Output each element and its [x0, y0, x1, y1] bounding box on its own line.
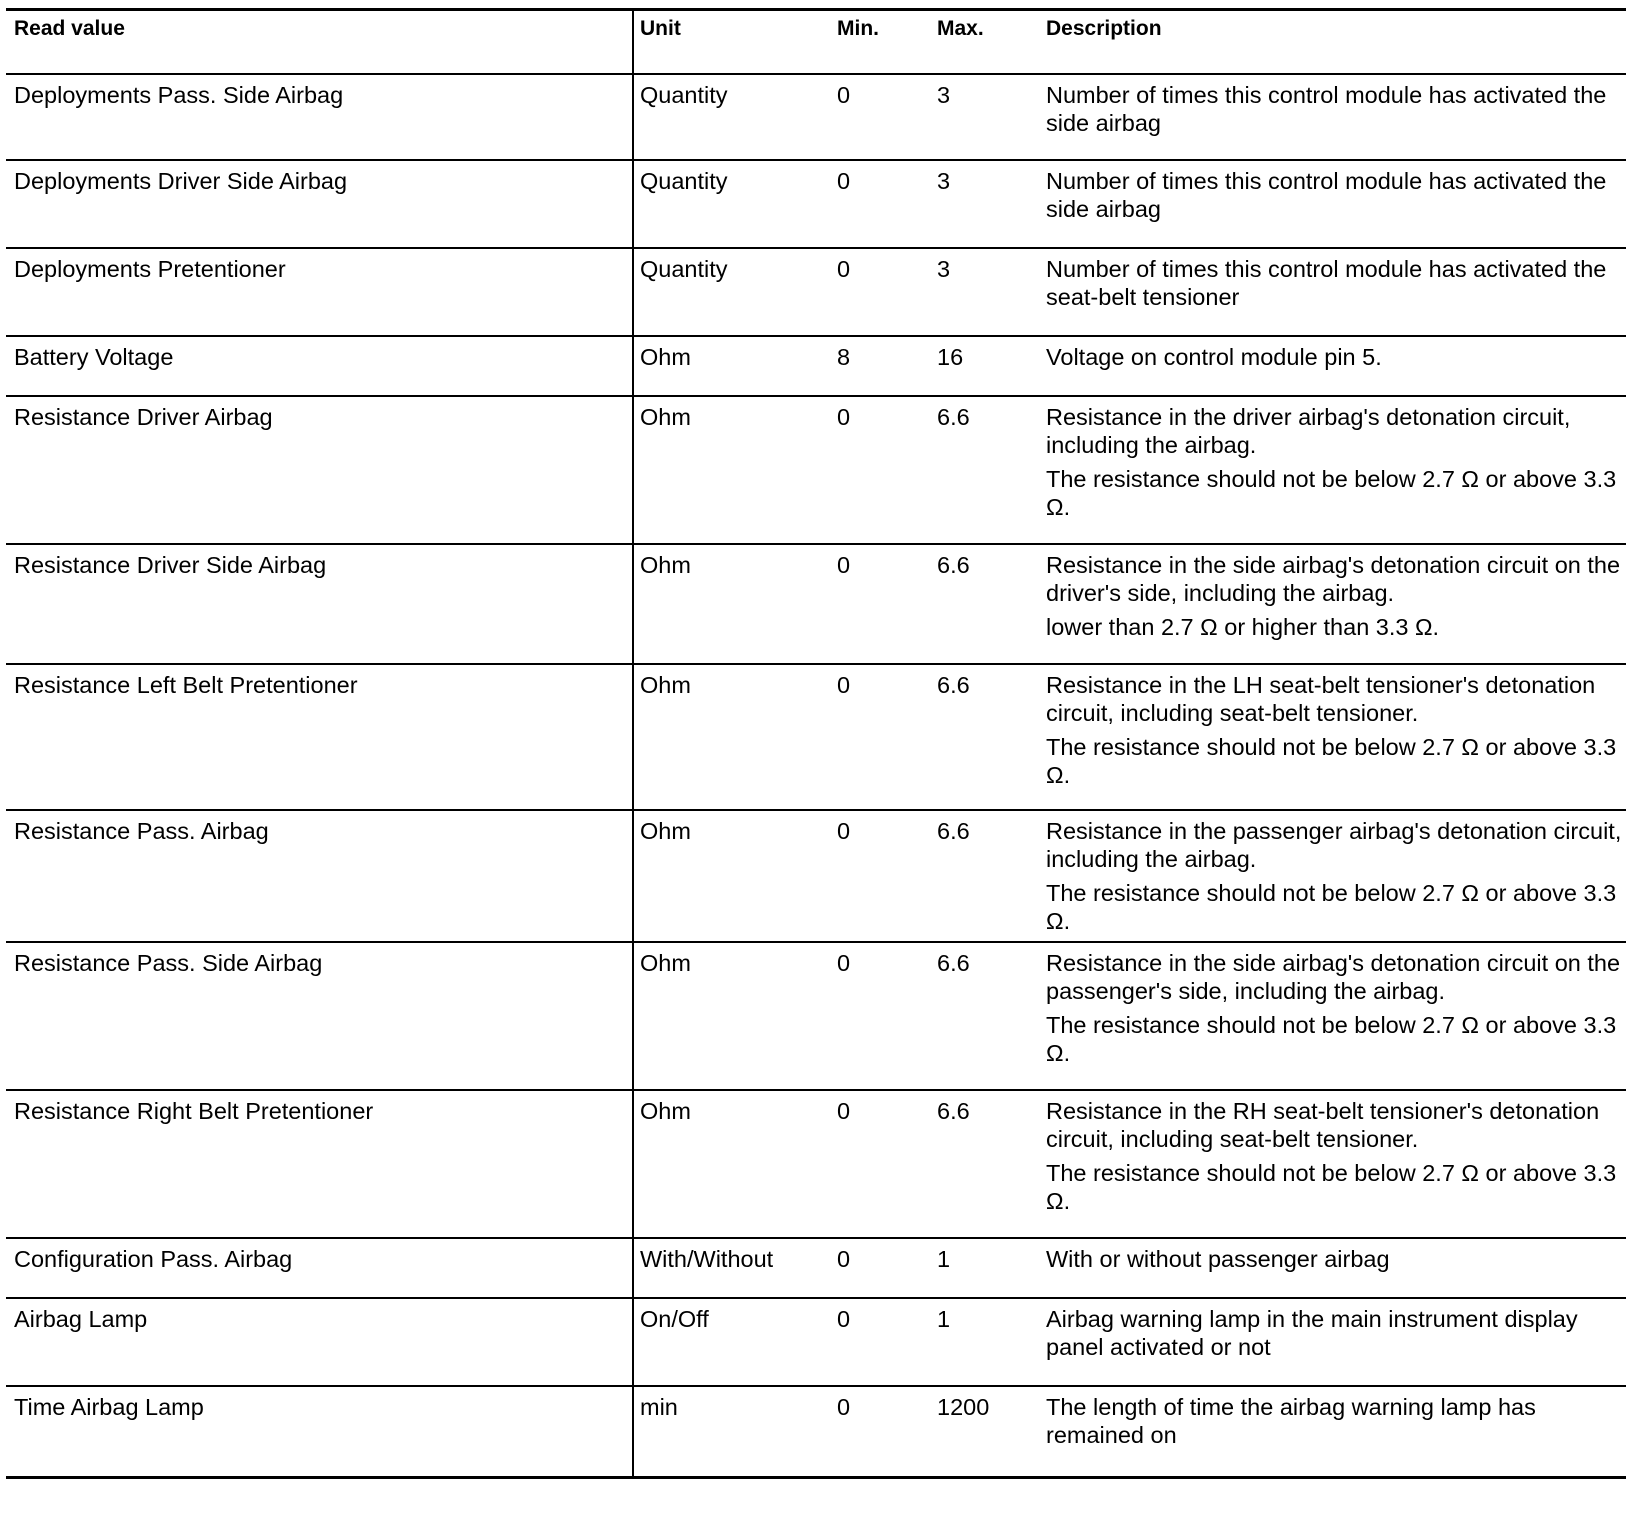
cell-unit-text: Ohm [640, 1097, 691, 1124]
cell-max [933, 942, 1046, 1090]
cell-min-text: 0 [837, 81, 851, 108]
description-text: Resistance in the side airbag's detonation circuit on the driver's side, including the airbag. [1046, 551, 1621, 606]
cell-read-value [6, 1298, 633, 1386]
description-text: Resistance in the RH seat-belt tensioner's detonation circuit, including seat-belt tensioner. [1046, 1097, 1600, 1152]
cell-max [933, 1090, 1046, 1238]
header-row [6, 10, 1626, 74]
cell-min [821, 74, 933, 160]
cell-unit [633, 1090, 821, 1238]
cell-description [1046, 544, 1626, 664]
table-row [6, 1238, 1626, 1298]
description-text: Number of times this control module has activated the side airbag [1046, 81, 1607, 136]
cell-min [821, 160, 933, 248]
cell-min-text: 0 [837, 1393, 851, 1420]
cell-description [1046, 664, 1626, 810]
description-content [1046, 665, 1622, 795]
description-content [1046, 1091, 1622, 1221]
cell-max [933, 396, 1046, 544]
description-content [1046, 75, 1622, 143]
cell-unit-text: Ohm [640, 949, 691, 976]
cell-read-value [6, 1386, 633, 1478]
cell-read-value [6, 942, 633, 1090]
description-note: The resistance should not be below 2.7 Ω or above 3.3 Ω. [1046, 733, 1617, 788]
cell-unit [633, 160, 821, 248]
cell-max [933, 810, 1046, 942]
cell-min-text: 0 [837, 671, 851, 698]
cell-max-text: 1 [937, 1305, 951, 1332]
cell-unit-text: Quantity [640, 81, 728, 108]
cell-max [933, 74, 1046, 160]
cell-max [933, 160, 1046, 248]
description-content [1046, 1299, 1622, 1367]
cell-max-text: 3 [937, 81, 951, 108]
cell-min-text: 0 [837, 255, 851, 282]
header-description: Description [1046, 10, 1626, 74]
description-content [1046, 397, 1622, 527]
cell-description [1046, 810, 1626, 942]
description-note: The resistance should not be below 2.7 Ω or above 3.3 Ω. [1046, 465, 1617, 520]
cell-read-value-text: Deployments Driver Side Airbag [14, 167, 348, 194]
description-text: Number of times this control module has activated the side airbag [1046, 167, 1607, 222]
cell-unit [633, 74, 821, 160]
cell-max-text: 6.6 [937, 551, 970, 578]
cell-max [933, 1238, 1046, 1298]
cell-min [821, 942, 933, 1090]
description-content [1046, 1387, 1622, 1455]
cell-min [821, 396, 933, 544]
cell-max [933, 544, 1046, 664]
cell-read-value [6, 336, 633, 396]
cell-min [821, 664, 933, 810]
cell-min-text: 0 [837, 167, 851, 194]
description-content [1046, 161, 1622, 229]
cell-max [933, 248, 1046, 336]
description-text: Resistance in the LH seat-belt tensioner's detonation circuit, including seat-belt tensioner. [1046, 671, 1596, 726]
cell-read-value [6, 396, 633, 544]
cell-read-value-text: Deployments Pass. Side Airbag [14, 81, 344, 108]
cell-read-value-text: Resistance Pass. Side Airbag [14, 949, 323, 976]
cell-max-text: 6.6 [937, 949, 970, 976]
cell-unit-text: On/Off [640, 1305, 709, 1332]
cell-min [821, 544, 933, 664]
table-row [6, 810, 1626, 942]
cell-read-value [6, 1090, 633, 1238]
description-text: Voltage on control module pin 5. [1046, 343, 1382, 370]
cell-min-text: 0 [837, 1305, 851, 1332]
description-text: The length of time the airbag warning lamp has remained on [1046, 1393, 1536, 1448]
table-row [6, 664, 1626, 810]
cell-read-value-text: Deployments Pretentioner [14, 255, 286, 282]
table-row [6, 1090, 1626, 1238]
table-row [6, 248, 1626, 336]
description-content [1046, 1239, 1622, 1279]
cell-min [821, 1386, 933, 1478]
cell-unit [633, 1238, 821, 1298]
cell-min-text: 0 [837, 403, 851, 430]
header-unit: Unit [633, 10, 821, 74]
cell-read-value [6, 544, 633, 664]
cell-max-text: 6.6 [937, 671, 970, 698]
cell-read-value-text: Time Airbag Lamp [14, 1393, 204, 1420]
description-note: The resistance should not be below 2.7 Ω or above 3.3 Ω. [1046, 1011, 1617, 1066]
cell-read-value-text: Resistance Left Belt Pretentioner [14, 671, 358, 698]
description-text: Airbag warning lamp in the main instrument display panel activated or not [1046, 1305, 1578, 1360]
cell-unit-text: Ohm [640, 403, 691, 430]
cell-read-value-text: Battery Voltage [14, 343, 174, 370]
cell-description [1046, 942, 1626, 1090]
cell-read-value [6, 810, 633, 942]
read-values-table [6, 8, 1626, 1479]
header-max: Max. [933, 10, 1046, 74]
cell-max [933, 336, 1046, 396]
cell-min [821, 810, 933, 942]
description-text: Resistance in the driver airbag's detonation circuit, including the airbag. [1046, 403, 1571, 458]
cell-unit [633, 942, 821, 1090]
cell-description [1046, 248, 1626, 336]
description-content [1046, 249, 1622, 317]
description-text: Resistance in the passenger airbag's detonation circuit, including the airbag. [1046, 817, 1622, 872]
cell-unit [633, 810, 821, 942]
description-content [1046, 545, 1622, 647]
cell-max-text: 16 [937, 343, 964, 370]
cell-description [1046, 1298, 1626, 1386]
cell-unit [633, 1386, 821, 1478]
cell-read-value [6, 160, 633, 248]
cell-max-text: 1200 [937, 1393, 990, 1420]
table-body [6, 74, 1626, 1478]
cell-description [1046, 1238, 1626, 1298]
cell-unit-text: With/Without [640, 1245, 774, 1272]
cell-unit-text: Ohm [640, 343, 691, 370]
cell-min-text: 8 [837, 343, 851, 370]
cell-unit-text: Quantity [640, 167, 728, 194]
cell-description [1046, 1386, 1626, 1478]
table-row [6, 396, 1626, 544]
description-text: Number of times this control module has activated the seat-belt tensioner [1046, 255, 1607, 310]
cell-read-value-text: Resistance Driver Airbag [14, 403, 273, 430]
table-row [6, 544, 1626, 664]
cell-read-value-text: Resistance Pass. Airbag [14, 817, 269, 844]
cell-read-value [6, 248, 633, 336]
cell-unit [633, 544, 821, 664]
cell-max-text: 3 [937, 255, 951, 282]
cell-read-value [6, 664, 633, 810]
cell-max-text: 1 [937, 1245, 951, 1272]
cell-min-text: 0 [837, 817, 851, 844]
table-row [6, 1298, 1626, 1386]
cell-read-value-text: Configuration Pass. Airbag [14, 1245, 293, 1272]
cell-min-text: 0 [837, 551, 851, 578]
cell-min-text: 0 [837, 949, 851, 976]
description-content [1046, 337, 1622, 377]
cell-max [933, 1298, 1046, 1386]
cell-unit-text: Ohm [640, 671, 691, 698]
cell-unit-text: Ohm [640, 551, 691, 578]
cell-unit [633, 1298, 821, 1386]
header-read-value: Read value [6, 10, 633, 74]
header-min: Min. [821, 10, 933, 74]
cell-read-value [6, 74, 633, 160]
table-row [6, 336, 1626, 396]
cell-max-text: 6.6 [937, 1097, 970, 1124]
cell-description [1046, 74, 1626, 160]
cell-max [933, 1386, 1046, 1478]
cell-max [933, 664, 1046, 810]
cell-min [821, 1090, 933, 1238]
cell-description [1046, 336, 1626, 396]
cell-read-value-text: Resistance Driver Side Airbag [14, 551, 327, 578]
table-row [6, 74, 1626, 160]
cell-unit-text: Ohm [640, 817, 691, 844]
cell-read-value-text: Airbag Lamp [14, 1305, 148, 1332]
table-row [6, 942, 1626, 1090]
description-content [1046, 943, 1622, 1073]
cell-unit-text: min [640, 1393, 678, 1420]
description-note: lower than 2.7 Ω or higher than 3.3 Ω. [1046, 613, 1440, 640]
cell-unit [633, 248, 821, 336]
description-content [1046, 811, 1622, 941]
cell-max-text: 6.6 [937, 817, 970, 844]
cell-min-text: 0 [837, 1097, 851, 1124]
description-note: The resistance should not be below 2.7 Ω or above 3.3 Ω. [1046, 1159, 1617, 1214]
description-text: Resistance in the side airbag's detonation circuit on the passenger's side, including the airbag. [1046, 949, 1621, 1004]
cell-read-value-text: Resistance Right Belt Pretentioner [14, 1097, 374, 1124]
cell-min [821, 1238, 933, 1298]
cell-unit-text: Quantity [640, 255, 728, 282]
cell-unit [633, 336, 821, 396]
cell-min [821, 248, 933, 336]
cell-min [821, 336, 933, 396]
cell-read-value [6, 1238, 633, 1298]
cell-unit [633, 396, 821, 544]
table-row [6, 160, 1626, 248]
cell-max-text: 6.6 [937, 403, 970, 430]
cell-max-text: 3 [937, 167, 951, 194]
cell-description [1046, 396, 1626, 544]
cell-unit [633, 664, 821, 810]
cell-min-text: 0 [837, 1245, 851, 1272]
cell-description [1046, 160, 1626, 248]
cell-min [821, 1298, 933, 1386]
description-note: The resistance should not be below 2.7 Ω or above 3.3 Ω. [1046, 879, 1617, 934]
table-row [6, 1386, 1626, 1478]
description-text: With or without passenger airbag [1046, 1245, 1390, 1272]
cell-description [1046, 1090, 1626, 1238]
